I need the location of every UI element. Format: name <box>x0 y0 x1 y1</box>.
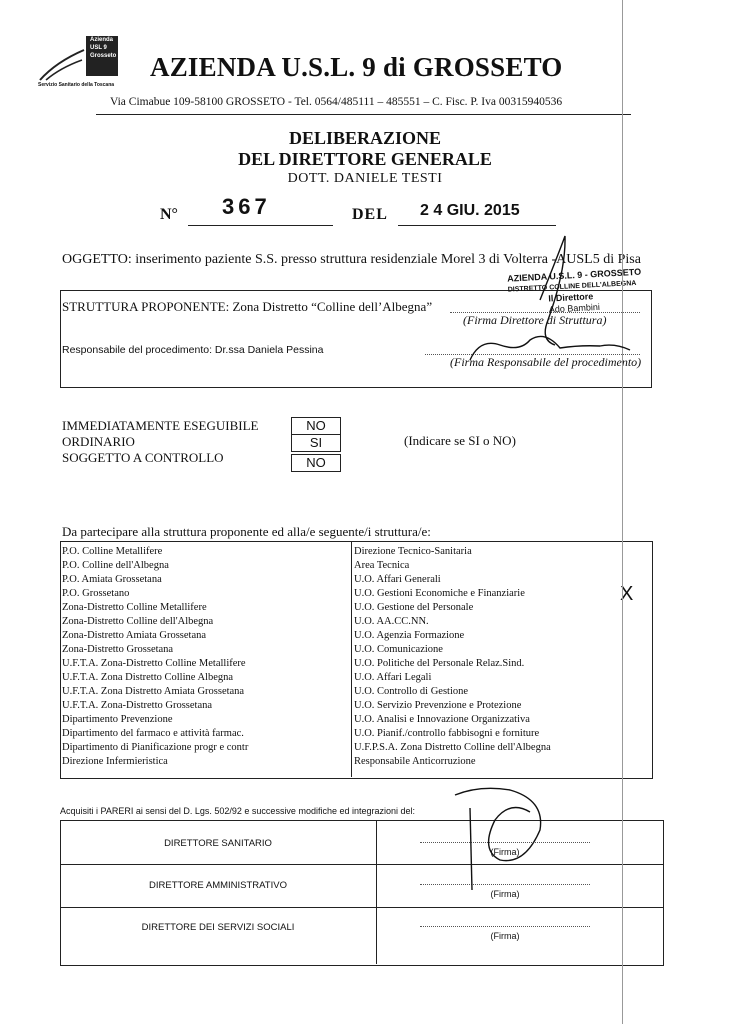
proposer-label: STRUTTURA PROPONENTE: Zona Distretto “Colline dell’Albegna” <box>62 299 433 314</box>
list-item: U.F.T.A. Zona Distretto Colline Albegna <box>62 672 234 683</box>
list-item: P.O. Grossetano <box>62 588 130 599</box>
date-underline <box>398 225 556 226</box>
firma-sanitario <box>420 842 590 857</box>
distribution-divider <box>351 541 352 777</box>
list-item: U.O. Controllo di Gestione <box>354 686 469 697</box>
logo-line-2: USL 9 <box>90 45 107 51</box>
list-item: U.O. AA.CC.NN. <box>354 616 429 627</box>
list-item: Dipartimento del farmaco e attività farmac. <box>62 728 244 739</box>
deliberation-date: 2 4 GIU. 2015 <box>420 202 520 219</box>
logo-line-3: Grosseto <box>90 53 117 59</box>
pareri-row-divider <box>60 864 664 865</box>
list-item: P.O. Amiata Grossetana <box>62 574 162 585</box>
date-label: DEL <box>352 206 388 223</box>
distribution-title: Da partecipare alla struttura proponente ed alla/e seguente/i struttura/e: <box>62 524 431 539</box>
list-item: U.F.P.S.A. Zona Distretto Colline dell'Albegna <box>354 742 551 753</box>
director-name: DOTT. DANIELE TESTI <box>287 171 443 186</box>
usl-logo <box>38 34 148 94</box>
list-item: Zona-Distretto Amiata Grossetana <box>62 630 207 641</box>
pareri-column-divider <box>376 820 377 964</box>
firma-caption: (Firma) <box>490 931 520 941</box>
list-item: Direzione Infermieristica <box>62 756 168 767</box>
list-item: Zona-Distretto Colline Metallifere <box>62 602 207 613</box>
list-item: U.O. Agenzia Formazione <box>354 630 465 641</box>
execution-value-ordinary: SI <box>291 434 341 452</box>
organization-title: AZIENDA U.S.L. 9 di GROSSETO <box>150 52 563 82</box>
execution-label-control: SOGGETTO A CONTROLLO <box>62 450 224 465</box>
role-amministrativo: DIRETTORE AMMINISTRATIVO <box>149 880 287 891</box>
header-divider <box>96 114 631 115</box>
list-item: U.O. Gestione del Personale <box>354 602 474 613</box>
document-title: DELIBERAZIONE <box>288 128 442 148</box>
firma-caption: (Firma) <box>490 847 520 857</box>
list-item: U.O. Comunicazione <box>354 644 443 655</box>
responsible-label: Responsabile del procedimento: Dr.ssa Daniela Pessina <box>62 344 324 356</box>
logo-mark <box>86 36 118 76</box>
number-label: N° <box>160 206 178 223</box>
logo-line-1: Azienda <box>90 37 114 43</box>
stamp-line: Ado Bambini <box>548 301 601 315</box>
list-item: P.O. Colline dell'Albegna <box>62 560 169 571</box>
list-item: U.O. Politiche del Personale Relaz.Sind. <box>354 658 525 669</box>
director-signature-caption: (Firma Direttore di Struttura) <box>463 313 607 327</box>
list-item: U.O. Servizio Prevenzione e Protezione <box>354 700 522 711</box>
responsible-signature-caption: (Firma Responsabile del procedimento) <box>450 355 642 369</box>
pareri-row-divider <box>60 907 664 908</box>
list-item: U.F.T.A. Zona Distretto Amiata Grossetana <box>62 686 245 697</box>
deliberation-number: 367 <box>222 194 271 219</box>
list-item: U.F.T.A. Zona-Distretto Colline Metallifere <box>62 658 246 669</box>
document-subtitle: DEL DIRETTORE GENERALE <box>238 149 492 169</box>
execution-label-immediate: IMMEDIATAMENTE ESEGUIBILE <box>62 418 259 433</box>
stamp-line: Il Direttore <box>548 291 594 304</box>
list-item: U.F.T.A. Zona-Distretto Grossetana <box>62 700 213 711</box>
list-item: Area Tecnica <box>354 560 410 571</box>
list-item: U.O. Affari Legali <box>354 672 432 683</box>
list-item: U.O. Analisi e Innovazione Organizzativa <box>354 714 530 725</box>
logo-tagline: Servizio Sanitario della Toscana <box>38 82 115 88</box>
list-item: Direzione Tecnico-Sanitaria <box>354 546 472 557</box>
list-item: Responsabile Anticorruzione <box>354 756 476 767</box>
logo-swoosh-icon <box>38 42 88 82</box>
stamp-line: AZIENDA U.S.L. 9 - GROSSETO <box>506 266 642 284</box>
list-item: U.O. Gestioni Economiche e Finanziarie <box>354 588 525 599</box>
execution-value-control: NO <box>291 454 341 472</box>
distribution-right-column <box>354 545 551 769</box>
list-item: Dipartimento Prevenzione <box>62 714 173 725</box>
checked-mark: X <box>620 583 634 605</box>
stamp-line: DISTRETTO COLLINE DELL'ALBEGNA <box>507 279 637 294</box>
number-underline <box>188 225 333 226</box>
firma-servizi-sociali <box>420 926 590 941</box>
firma-caption: (Firma) <box>490 889 520 899</box>
execution-value-immediate: NO <box>291 417 341 435</box>
role-sanitario: DIRETTORE SANITARIO <box>164 838 272 849</box>
director-stamp <box>507 266 649 317</box>
list-item: Zona-Distretto Colline dell'Albegna <box>62 616 214 627</box>
list-item: P.O. Colline Metallifere <box>62 546 163 557</box>
list-item: U.O. Pianif./controllo fabbisogni e forniture <box>354 728 540 739</box>
list-item: Dipartimento di Pianificazione progr e contr <box>62 742 249 753</box>
execution-label-ordinary: ORDINARIO <box>62 434 135 449</box>
firma-amministrativo <box>420 884 590 899</box>
subject-text: OGGETTO: inserimento paziente S.S. presso struttura residenziale Morel 3 di Volterra -AUSL5 di Pisa <box>62 252 641 267</box>
distribution-left-column <box>62 545 248 769</box>
execution-hint: (Indicare se SI o NO) <box>404 433 516 448</box>
list-item: Zona-Distretto Grossetana <box>62 644 174 655</box>
margin-rule <box>622 0 623 1024</box>
organization-address: Via Cimabue 109-58100 GROSSETO - Tel. 0564/485111 – 485551 – C. Fisc. P. Iva 00315940536 <box>110 96 563 108</box>
role-servizi-sociali: DIRETTORE DEI SERVIZI SOCIALI <box>141 922 295 933</box>
list-item: U.O. Affari Generali <box>354 574 441 585</box>
pareri-title: Acquisiti i PARERI ai sensi del D. Lgs. 502/92 e successive modifiche ed integrazioni del: <box>60 806 416 816</box>
